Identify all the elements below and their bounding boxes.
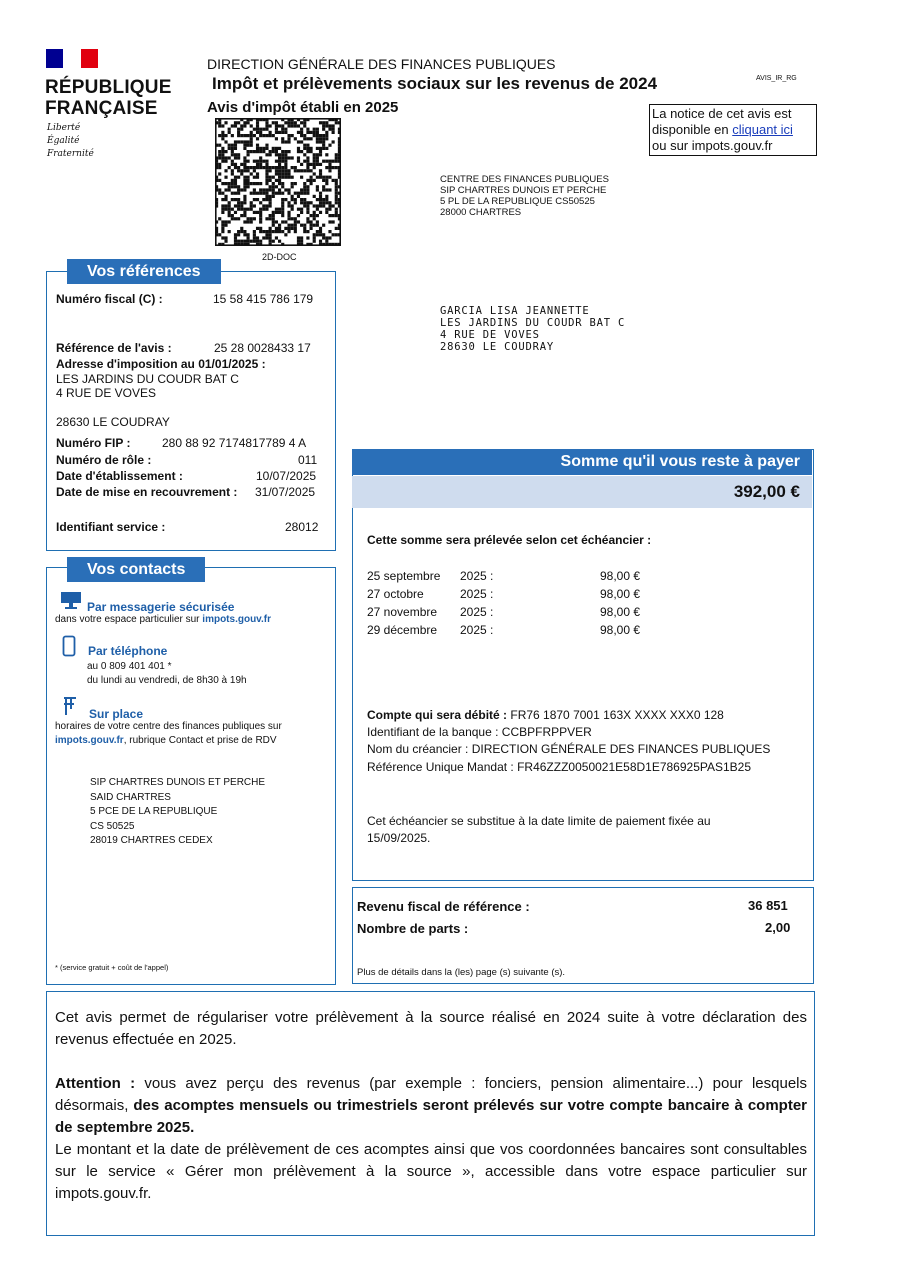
schedule-date: 27 octobre	[367, 587, 424, 601]
page-subtitle: Avis d'impôt établi en 2025	[207, 99, 399, 116]
schedule-amount: 98,00 €	[600, 587, 641, 601]
schedule-date: 29 décembre	[367, 623, 438, 637]
details-note: Plus de détails dans la (les) page (s) suivante (s).	[357, 967, 566, 978]
mandat-row: Référence Unique Mandat : FR46ZZZ0050021E58D1E786925PAS1B25	[367, 760, 752, 774]
schedule-intro: Cette somme sera prélevée selon cet échéancier :	[367, 533, 652, 547]
adresse-label: Adresse d'imposition au 01/01/2025 :	[56, 357, 266, 371]
sur-place-text-2	[55, 735, 277, 746]
fip-label: Numéro FIP :	[56, 436, 131, 450]
french-flag-logo	[46, 49, 98, 68]
rfr-label: Revenu fiscal de référence :	[357, 899, 530, 914]
devise	[47, 122, 94, 161]
logo-line-1: RÉPUBLIQUE	[45, 77, 172, 98]
contacts-tab: Vos contacts	[67, 557, 205, 582]
adresse-ville: 28630 LE COUDRAY	[56, 415, 170, 429]
notice-link[interactable]: cliquant ici	[732, 122, 793, 137]
info-paragraph-2	[55, 1073, 807, 1139]
logo-line-2: FRANÇAISE	[45, 98, 158, 119]
impots-link[interactable]: impots.gouv.fr	[55, 735, 124, 746]
compte-label: Compte qui sera débité :	[367, 708, 511, 722]
sip-line: SIP CHARTRES DUNOIS ET PERCHE	[90, 777, 266, 788]
sip-line: CS 50525	[90, 820, 135, 832]
sur-place-suffix: , rubrique Contact et prise de RDV	[123, 735, 277, 746]
compte-row	[367, 708, 724, 722]
messagerie-prefix: dans votre espace particulier sur	[55, 614, 203, 625]
attention-text: vous avez perçu des revenus (par exemple : fonciers, pension alimentaire...) pour lesquels désormais,	[55, 1075, 808, 1114]
recouv-value: 31/07/2025	[255, 485, 316, 499]
attention-bold: des acomptes mensuels ou trimestriels seront prélevés sur votre compte bancaire à compter de septembre 2025.	[55, 1097, 808, 1136]
recipient-line: GARCIA LISA JEANNETTE	[440, 305, 590, 317]
banque-row: Identifiant de la banque : CCBPFRPPVER	[367, 725, 592, 739]
references-box	[46, 271, 336, 551]
numero-fiscal-label: Numéro fiscal (C) :	[56, 292, 163, 306]
parts-label: Nombre de parts :	[357, 921, 469, 936]
schedule-row	[367, 567, 640, 585]
schedule-date: 25 septembre	[367, 569, 441, 583]
notice-line-1: La notice de cet avis est	[652, 106, 792, 121]
fip-value: 280 88 92 7174817789 4 A	[162, 436, 307, 450]
notice-prefix: disponible en	[652, 122, 733, 137]
adresse-line-2: 4 RUE DE VOVES	[56, 386, 157, 400]
telephone-number[interactable]: au 0 809 401 401 *	[87, 661, 172, 672]
notice-line-2	[652, 122, 814, 138]
numero-fiscal-row	[56, 292, 163, 306]
recipient-line: 28630 LE COUDRAY	[440, 341, 554, 353]
ident-value: 28012	[285, 520, 319, 534]
republique-francaise-logo	[45, 77, 172, 119]
substitue-line: Cet échéancier se substitue à la date limite de paiement fixée au	[367, 814, 711, 828]
recouv-label: Date de mise en recouvrement :	[56, 485, 238, 499]
payment-amount-value: 392,00 €	[733, 482, 800, 501]
etab-value: 10/07/2025	[256, 469, 317, 483]
schedule-amount: 98,00 €	[600, 623, 641, 637]
center-line: CENTRE DES FINANCES PUBLIQUES	[440, 174, 609, 185]
devise-fraternite: Fraternité	[47, 149, 94, 159]
devise-liberte: Liberté	[47, 123, 81, 133]
ident-label: Identifiant service :	[56, 520, 166, 534]
rfr-value: 36 851	[748, 898, 788, 913]
2d-doc-label: 2D-DOC	[262, 252, 297, 262]
compte-value: FR76 1870 7001 163X XXXX XXX0 128	[510, 708, 724, 722]
recipient-address	[440, 305, 625, 353]
payment-header	[352, 449, 812, 475]
building-icon	[60, 695, 80, 722]
center-line: SIP CHARTRES DUNOIS ET PERCHE	[440, 185, 607, 196]
adresse-line-1: LES JARDINS DU COUDR BAT C	[56, 372, 239, 386]
telephone-hours: du lundi au vendredi, de 8h30 à 19h	[87, 675, 247, 686]
schedule-table	[367, 567, 640, 639]
role-value: 011	[298, 453, 318, 467]
center-line: 5 PL DE LA REPUBLIQUE CS50525	[440, 196, 595, 207]
sip-line: SAID CHARTRES	[90, 791, 171, 803]
payment-amount	[352, 476, 812, 508]
sip-line: 28019 CHARTRES CEDEX	[90, 835, 213, 846]
recipient-line: 4 RUE DE VOVES	[440, 329, 540, 341]
payment-header-label: Somme qu'il vous reste à payer	[560, 453, 800, 470]
ref-avis-value: 25 28 0028433 17	[214, 341, 311, 355]
schedule-row	[367, 621, 640, 639]
ref-avis-label: Référence de l'avis :	[56, 341, 172, 355]
impots-link[interactable]: impots.gouv.fr	[202, 614, 271, 625]
recipient-line: LES JARDINS DU COUDR BAT C	[440, 317, 626, 329]
notice-line-3: ou sur impots.gouv.fr	[652, 138, 773, 153]
schedule-date: 27 novembre	[367, 605, 438, 619]
creancier-row: Nom du créancier : DIRECTION GÉNÉRALE DES FINANCES PUBLIQUES	[367, 742, 771, 756]
schedule-year: 2025 :	[460, 605, 494, 619]
sip-address	[90, 776, 265, 849]
sur-place-text-1: horaires de votre centre des finances publiques sur	[55, 721, 282, 732]
sip-line: 5 PCE DE LA REPUBLIQUE	[90, 806, 218, 817]
parts-value: 2,00	[765, 920, 791, 935]
page-title: Impôt et prélèvements sociaux sur les revenus de 2024	[212, 74, 658, 93]
sur-place-title: Sur place	[89, 707, 144, 721]
messagerie-text	[55, 614, 271, 625]
direction-label: DIRECTION GÉNÉRALE DES FINANCES PUBLIQUES	[207, 56, 556, 72]
references-tab: Vos références	[67, 259, 221, 284]
footnote: * (service gratuit + coût de l'appel)	[55, 963, 169, 972]
center-line: 28000 CHARTRES	[440, 207, 522, 218]
schedule-amount: 98,00 €	[600, 569, 641, 583]
notice-box	[649, 104, 817, 156]
messagerie-title[interactable]: Par messagerie sécurisée	[87, 600, 235, 614]
etab-label: Date d'établissement :	[56, 469, 183, 483]
substitue-line: 15/09/2025.	[367, 831, 431, 845]
role-label: Numéro de rôle :	[56, 453, 152, 467]
devise-egalite: Égalité	[47, 136, 80, 146]
schedule-amount: 98,00 €	[600, 605, 641, 619]
substitue-text	[367, 813, 711, 847]
schedule-year: 2025 :	[460, 587, 494, 601]
tax-center-address	[440, 174, 609, 218]
phone-icon	[62, 635, 76, 662]
info-paragraph-3: Le montant et la date de prélèvement de ces acomptes ainsi que vos coordonnées bancaires sont consultables sur le service « Gérer mon prélèvement à la source », accessible dans votre espace particulier sur impots.gouv.fr.	[55, 1141, 807, 1202]
telephone-title: Par téléphone	[88, 644, 168, 658]
numero-fiscal-value: 15 58 415 786 179	[213, 292, 314, 306]
attention-label: Attention :	[55, 1075, 136, 1092]
2d-doc-barcode	[215, 118, 341, 246]
computer-icon	[60, 591, 82, 616]
schedule-year: 2025 :	[460, 623, 494, 637]
schedule-row	[367, 585, 640, 603]
schedule-row	[367, 603, 640, 621]
schedule-year: 2025 :	[460, 569, 494, 583]
avis-code: AVIS_IR_RG	[756, 75, 797, 82]
info-paragraph-1: Cet avis permet de régulariser votre prélèvement à la source réalisé en 2024 suite à votre déclaration des revenus effectuée en 2025.	[55, 1009, 807, 1048]
